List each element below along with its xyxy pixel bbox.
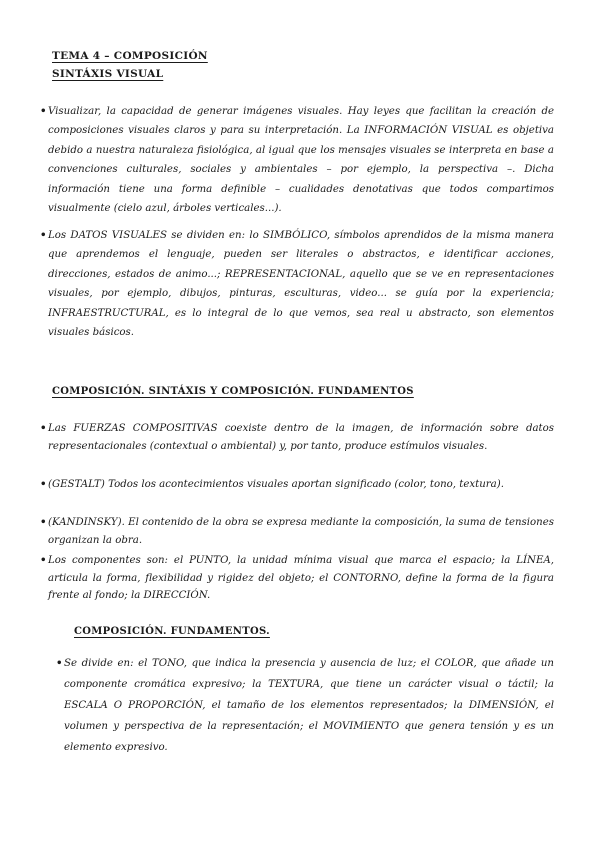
section1-bullet-2	[40, 226, 554, 342]
bullet-dot: •	[40, 422, 47, 434]
bullet-dot: •	[40, 478, 47, 490]
bullet-text: Las FUERZAS COMPOSITIVAS coexiste dentro de la imagen, de información sobre datos representacionales (contextual o ambiental) y, por tanto, produce estímulos visuales.	[48, 423, 554, 452]
bullet-text: (KANDINSKY). El contenido de la obra se expresa mediante la composición, la suma de tensiones organizan la obra.	[48, 517, 554, 546]
section2-bullet-1	[40, 420, 554, 455]
section2-bullet-2	[40, 476, 554, 494]
section2-heading: COMPOSICIÓN. SINTÁXIS Y COMPOSICIÓN. FUNDAMENTOS	[52, 386, 414, 397]
page-subtitle: SINTÁXIS VISUAL	[52, 68, 164, 80]
section2-bullet-4	[40, 552, 554, 605]
bullet-dot: •	[40, 229, 47, 241]
section3-heading: COMPOSICIÓN. FUNDAMENTOS.	[74, 626, 270, 637]
bullet-text: Visualizar, la capacidad de generar imágenes visuales. Hay leyes que facilitan la creación de composiciones visuales claros y para su interpretación. La INFORMACIÓN VISUAL es objetiva debido a nuestra naturaleza fisiológica, al igual que los mensajes visuales se interpreta en base a convenciones culturales, sociales y ambientales – por ejemplo, la perspectiva –. Dicha información tiene una forma definible – cualidades denotativas que todos compartimos visualmente (cielo azul, árboles verticales...).	[48, 106, 554, 215]
bullet-dot: •	[40, 554, 47, 566]
bullet-dot: •	[40, 105, 47, 117]
section1-bullet-1	[40, 102, 554, 218]
bullet-dot: •	[40, 516, 47, 528]
page-title: TEMA 4 – COMPOSICIÓN	[52, 50, 208, 62]
bullet-text: Los DATOS VISUALES se dividen en: lo SIMBÓLICO, símbolos aprendidos de la misma manera que aprendemos el lenguaje, pueden ser literales o abstractos, e identificar acciones, direcciones, estados de animo...; REPRESENTACIONAL, aquello que se ve en representaciones visuales, por ejemplo, dibujos, pinturas, esculturas, video... se guía por la experiencia; INFRAESTRUCTURAL, es lo integral de lo que vemos, sea real u abstracto, son elementos visuales básicos.	[48, 230, 554, 339]
section3-bullet-1	[56, 653, 554, 758]
bullet-text: (GESTALT) Todos los acontecimientos visuales aportan significado (color, tono, textura).	[48, 479, 504, 490]
bullet-text: Se divide en: el TONO, que indica la presencia y ausencia de luz; el COLOR, que añade un componente cromática expresivo; la TEXTURA, que tiene un carácter visual o táctil; la ESCALA O PROPORCIÓN, el tamaño de los elementos representados; la DIMENSIÓN, el volumen y perspectiva de la representación; el MOVIMIENTO que genera tensión y es un elemento expresivo.	[64, 658, 554, 753]
bullet-text: Los componentes son: el PUNTO, la unidad mínima visual que marca el espacio; la LÍNEA, articula la forma, flexibilidad y rigidez del objeto; el CONTORNO, define la forma de la figura frente al fondo; la DIRECCIÓN.	[48, 555, 554, 601]
section2-bullet-3	[40, 514, 554, 549]
bullet-dot: •	[56, 657, 63, 669]
